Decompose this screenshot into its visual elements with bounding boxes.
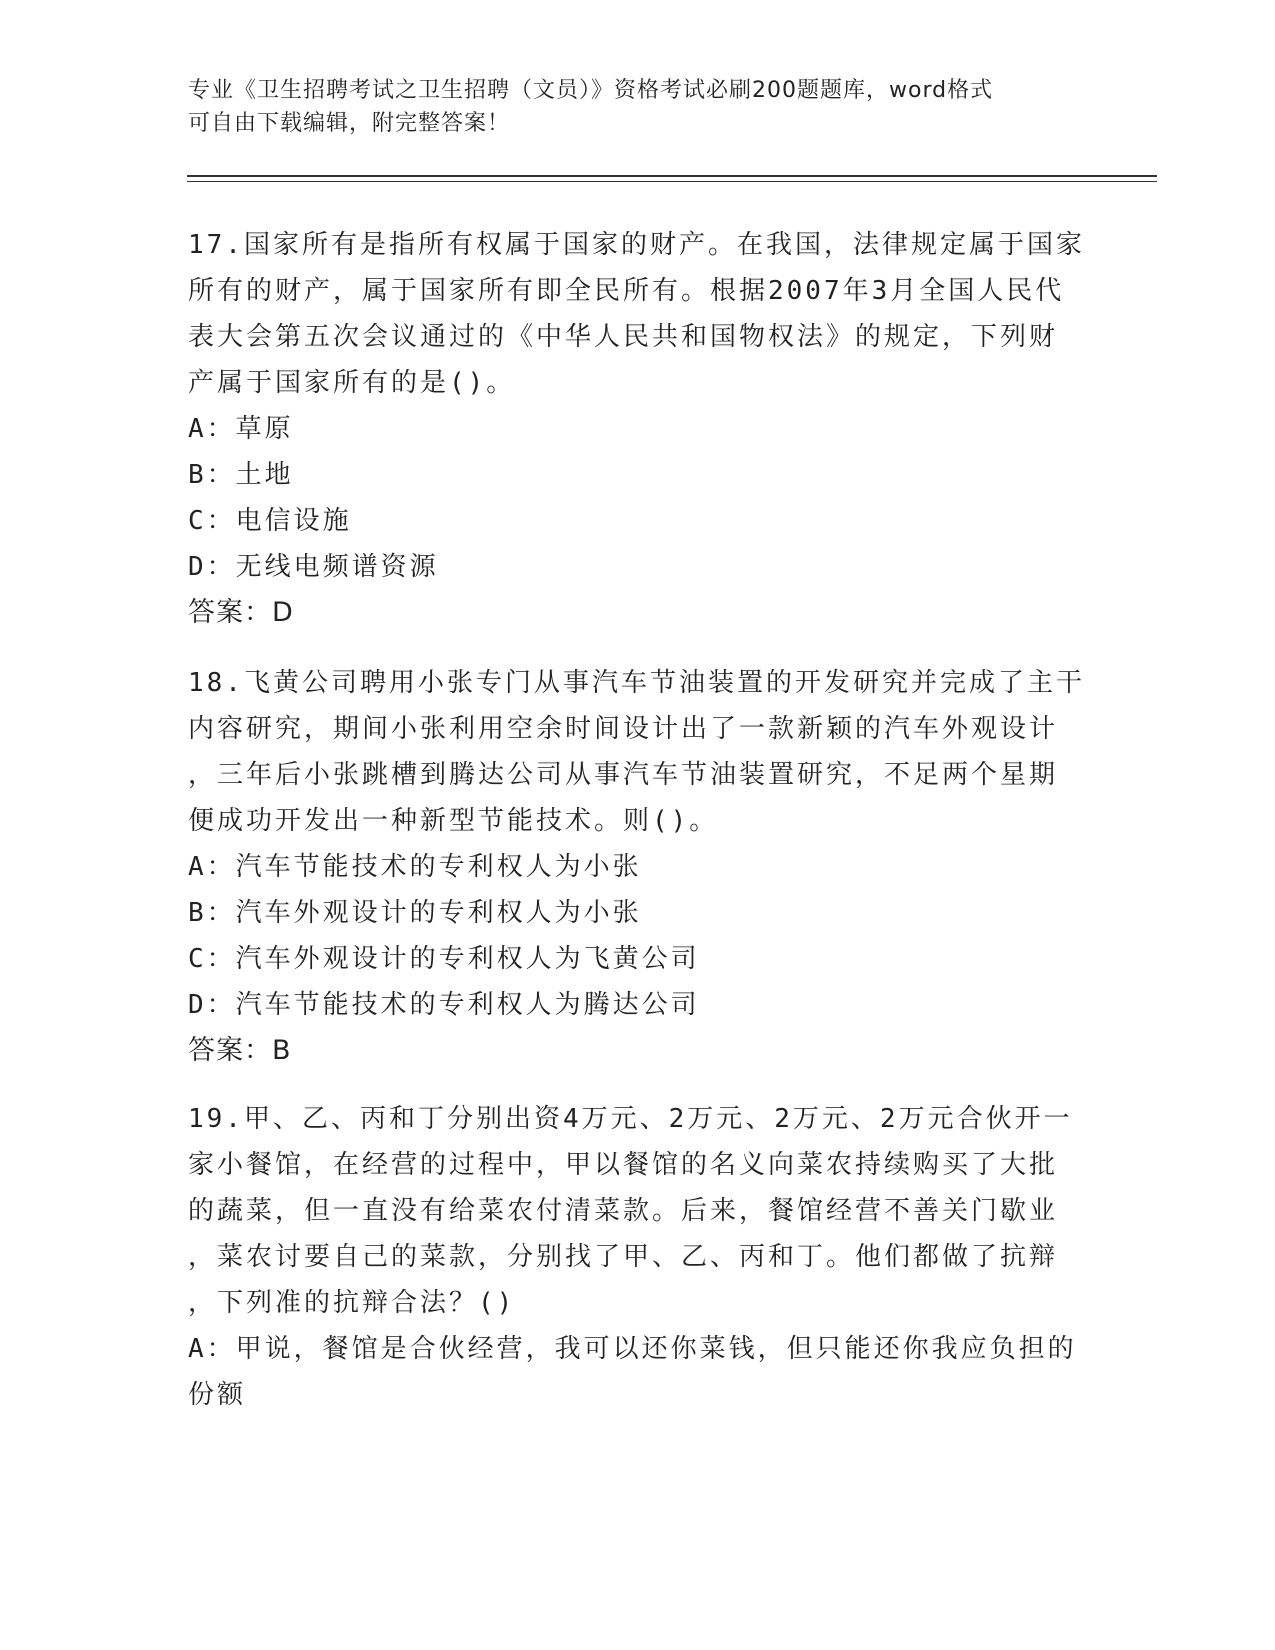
option-b: B：土地 [188,460,294,490]
option-b: B：汽车外观设计的专利权人为小张 [188,898,642,928]
question-text-line: ，三年后小张跳槽到腾达公司从事汽车节油装置研究，不足两个星期 [188,760,1059,790]
question-text-line: 所有的财产，属于国家所有即全民所有。根据2007年3月全国人民代 [188,276,1065,306]
option-a: A：草原 [188,414,294,444]
option-d: D：汽车节能技术的专利权人为腾达公司 [188,990,700,1020]
header-title-line-2: 可自由下载编辑，附完整答案！ [188,111,511,136]
option-c: C：电信设施 [188,506,352,536]
option-c: C：汽车外观设计的专利权人为飞黄公司 [188,944,700,974]
question-text-line: ，菜农讨要自己的菜款，分别找了甲、乙、丙和丁。他们都做了抗辩 [188,1242,1059,1272]
option-a-continued: 份额 [188,1380,247,1410]
header-divider-thick [187,175,1157,177]
answer-label: 答案：D [188,597,294,628]
question-text-line: 产属于国家所有的是()。 [188,368,516,398]
question-text-line: 内容研究，期间小张利用空余时间设计出了一款新颖的汽车外观设计 [188,714,1059,744]
question-text-line: 表大会第五次会议通过的《中华人民共和国物权法》的规定，下列财 [188,322,1059,352]
question-17 [188,222,1088,636]
question-text-line: 便成功开发出一种新型节能技术。则()。 [188,806,719,836]
document-header [188,74,1068,140]
question-text-line: 18.飞黄公司聘用小张专门从事汽车节油装置的开发研究并完成了主干 [188,668,1085,698]
question-text-line: 家小餐馆，在经营的过程中，甲以餐馆的名义向菜农持续购买了大批 [188,1150,1059,1180]
answer-label: 答案：B [188,1035,292,1066]
option-a: A：汽车节能技术的专利权人为小张 [188,852,642,882]
option-d: D：无线电频谱资源 [188,552,439,582]
question-19 [188,1096,1088,1418]
question-text-line: ，下列准的抗辩合法？() [188,1288,516,1318]
header-title-line-1: 专业《卫生招聘考试之卫生招聘（文员）》资格考试必刷200题题库，word格式 [188,78,994,103]
question-text-line: 17.国家所有是指所有权属于国家的财产。在我国，法律规定属于国家 [188,230,1085,260]
option-a: A：甲说，餐馆是合伙经营，我可以还你菜钱，但只能还你我应负担的 [188,1334,1077,1364]
question-text-line: 的蔬菜，但一直没有给菜农付清菜款。后来，餐馆经营不善关门歇业 [188,1196,1059,1226]
question-text-line: 19.甲、乙、丙和丁分别出资4万元、2万元、2万元、2万元合伙开一 [188,1104,1073,1134]
question-18 [188,660,1088,1074]
header-divider-thin [187,181,1157,182]
